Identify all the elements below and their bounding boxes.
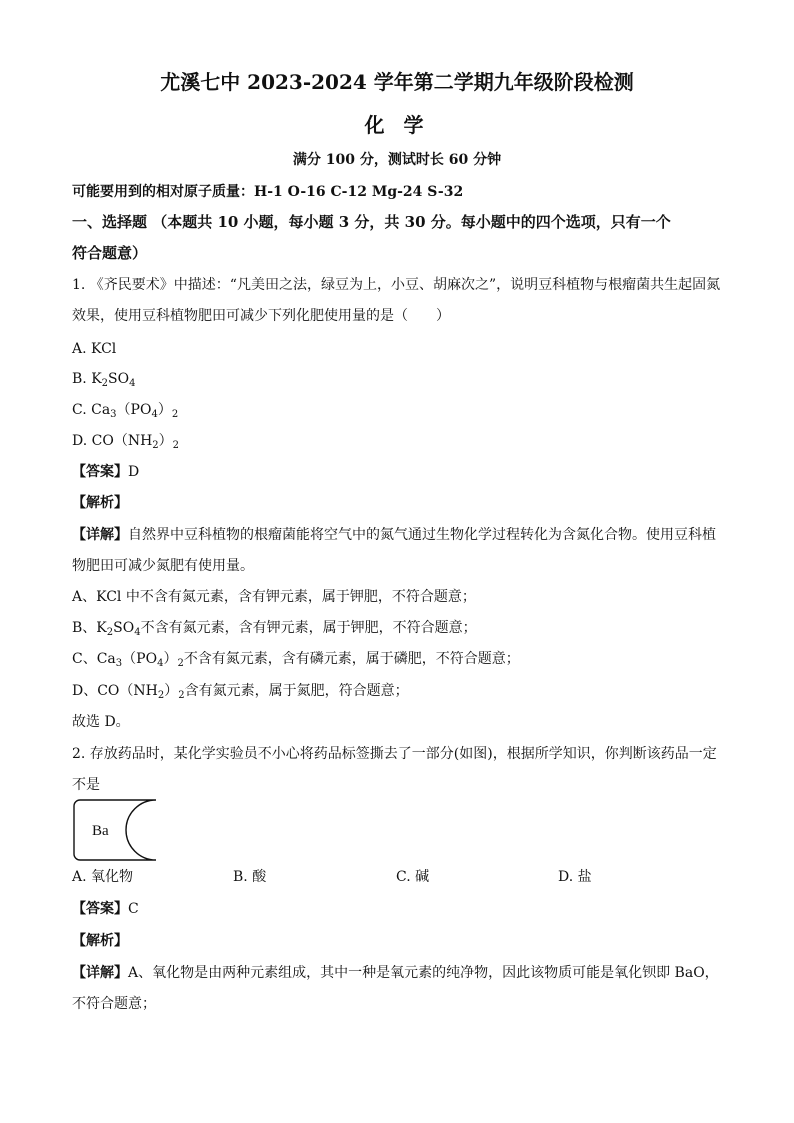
exam-title: 尤溪七中 2023-2024 学年第二学期九年级阶段检测 — [160, 70, 634, 94]
q1-stem-line1: 1. 《齐民要术》中描述：“凡美田之法，绿豆为上，小豆、胡麻次之”，说明豆科植物与根瘤菌共生起固氮 — [72, 277, 721, 293]
section-heading-line2: 符合题意） — [72, 244, 148, 262]
q1-detail-line2: 物肥田可减少氮肥有使用量。 — [72, 558, 254, 574]
exam-info: 满分 100 分，测试时长 60 分钟 — [292, 152, 502, 168]
q1-answer: 【答案】D — [72, 464, 140, 480]
label-text: Ba — [92, 823, 109, 839]
q2-stem-line1: 2. 存放药品时，某化学实验员不小心将药品标签撕去了一部分(如图)，根据所学知识，你判断该药品一定 — [72, 746, 717, 762]
q1-conclusion: 故选 D。 — [72, 714, 130, 730]
subject-title: 化 学 — [364, 113, 430, 137]
q1-option-a: A. KCl — [72, 341, 117, 357]
q2-answer: 【答案】C — [72, 901, 139, 917]
q1-detail-line1: 【详解】自然界中豆科植物的根瘤菌能将空气中的氮气通过生物化学过程转化为含氮化合物。使用豆科植 — [72, 527, 716, 543]
q2-stem-line2: 不是 — [72, 777, 100, 793]
q1-option-c: C. $Ca_3(PO_4)_2$ — [72, 402, 179, 420]
atomic-mass-line: 可能要用到的相对原子质量：H-1 O-16 C-12 Mg-24 S-32 — [72, 184, 464, 200]
q2-analysis-tag: 【解析】 — [72, 933, 128, 949]
q2-option-a: A. 氧化物 — [72, 869, 134, 885]
q2-detail-line1: 【详解】A、氧化物是由两种元素组成，其中一种是氧元素的纯净物，因此该物质可能是氧化钡即 BaO， — [72, 965, 719, 981]
q1-explain-b: B、$K_2SO_4$不含有氮元素，含有钾元素，属于钾肥，不符合题意； — [72, 620, 477, 638]
q2-option-b: B. 酸 — [233, 869, 267, 885]
q1-option-d: D. $CO(NH_2)_2$ — [72, 433, 180, 451]
q1-explain-d: D、$CO(NH_2)_2$含有氮元素，属于氮肥，符合题意； — [72, 683, 409, 701]
q1-option-b: B. $K_2SO_4$ — [72, 371, 136, 389]
q2-option-d: D. 盐 — [558, 869, 592, 885]
torn-label-figure — [72, 798, 162, 862]
q2-option-c: C. 碱 — [396, 869, 430, 885]
label-outline — [74, 800, 156, 860]
q1-stem-line2: 效果，使用豆科植物肥田可减少下列化肥使用量的是（ ） — [72, 308, 450, 324]
q1-explain-a: A、KCl 中不含有氮元素，含有钾元素，属于钾肥，不符合题意； — [72, 589, 476, 605]
q1-analysis-tag: 【解析】 — [72, 495, 128, 511]
section-heading-line1: 一、选择题 （本题共 10 小题，每小题 3 分，共 30 分。每小题中的四个选项，只有一个 — [72, 213, 671, 231]
q1-explain-c: C、$Ca_3(PO_4)_2$不含有氮元素，含有磷元素，属于磷肥，不符合题意； — [72, 651, 520, 669]
q2-detail-line2: 不符合题意； — [72, 996, 156, 1012]
